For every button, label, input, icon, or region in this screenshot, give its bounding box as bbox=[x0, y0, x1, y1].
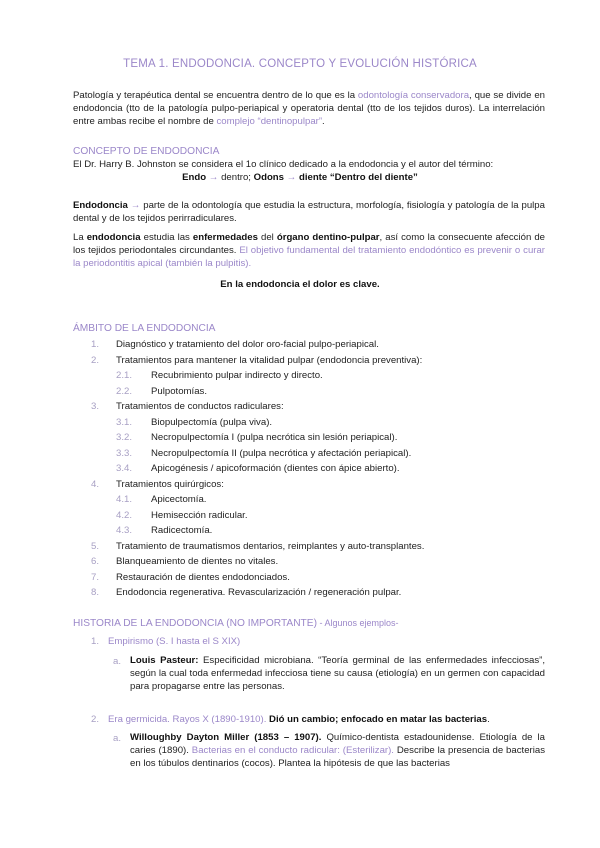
key-statement: En la endodoncia el dolor es clave. bbox=[220, 279, 380, 290]
intro-text-2: , que se divide en endodoncia (tto de la patología pulpo-periapical y operatoria dental (tto de los tejidos duros). La interrelación entre ambas recibe el nombre de bbox=[73, 90, 545, 127]
ambito-item-number: 6. bbox=[91, 556, 100, 567]
ambito-item-text: Tratamiento de traumatismos dentarios, reimplantes y auto-transplantes. bbox=[116, 540, 425, 552]
concepto-line1: El Dr. Harry B. Johnston se considera el 1o clínico dedicado a la endodoncia y el autor del término: bbox=[73, 159, 494, 170]
germicida-bold: Dió un cambio; enfocado en matar las bacterias bbox=[269, 714, 488, 725]
pasteur-text: Especificidad microbiana. “Teoría germinal de las enfermedades infecciosas”, según la cual toda enfermedad infecciosa tiene su causa (etiología) en un germen con capacidad para propagarse entre las personas. bbox=[130, 655, 545, 692]
p2-highlight-objetivo: El objetivo fundamental del tratamiento endodóntico es prevenir o curar la periodontitis apical (también la pulpitis). bbox=[73, 244, 546, 269]
heading-concepto: CONCEPTO DE ENDODONCIA bbox=[73, 146, 220, 157]
heading-ambito: ÁMBITO DE LA ENDODONCIA bbox=[73, 323, 216, 334]
ambito-item-number: 3.1. bbox=[116, 416, 133, 428]
p2-bold-enfermedades: enfermedades bbox=[192, 232, 258, 243]
ambito-item-text: Tratamientos de conductos radiculares: bbox=[116, 401, 284, 412]
page-title: TEMA 1. ENDODONCIA. CONCEPTO Y EVOLUCIÓN HISTÓRICA bbox=[123, 58, 477, 70]
ambito-item-number: 3. bbox=[91, 401, 100, 412]
ambito-item-number: 4.3. bbox=[116, 525, 133, 536]
miller-text-1: Químico-dentista estadounidense. Etiología de la caries (1890). bbox=[130, 732, 545, 756]
etym-dentro: dentro; bbox=[221, 172, 254, 183]
ambito-item-number: 2.1. bbox=[116, 370, 133, 381]
ambito-item-number: 4. bbox=[91, 478, 100, 490]
ambito-item-number: 2. bbox=[91, 354, 100, 366]
p2-text-4: , así como la consecuente afección de los tejidos periodontales circundantes. bbox=[73, 232, 545, 256]
germicida-text: Era germicida. Rayos X (1890-1910). bbox=[108, 714, 270, 725]
definition-paragraph bbox=[73, 200, 545, 226]
ambito-item-text: Necropulpectomía II (pulpa necrótica y afectación periapical). bbox=[151, 447, 412, 459]
ambito-item-number: 7. bbox=[91, 571, 100, 583]
arrow-icon: → bbox=[206, 172, 222, 183]
ambito-item-text: Apicectomía. bbox=[151, 494, 207, 505]
def-text: parte de la odontología que estudia la estructura, morfología, fisiología y patología de la pulpa dental y de los tejidos perirradiculares. bbox=[73, 200, 545, 224]
p2-text-2: estudia las bbox=[140, 232, 193, 243]
ambito-item-number: 2.2. bbox=[116, 385, 133, 397]
ambito-item-number: 3.3. bbox=[116, 447, 133, 459]
ambito-item-text: Diagnóstico y tratamiento del dolor oro-facial pulpo-periapical. bbox=[116, 339, 379, 350]
historia-era-germicida bbox=[108, 714, 490, 727]
ambito-item-text: Necropulpectomía I (pulpa necrótica sin lesión periapical). bbox=[151, 432, 398, 443]
intro-paragraph bbox=[73, 90, 545, 129]
p2-text-3: del bbox=[257, 232, 277, 243]
intro-highlight-odontologia: odontología conservadora bbox=[357, 90, 470, 101]
ambito-item-text: Endodoncia regenerativa. Revascularización / regeneración pulpar. bbox=[116, 587, 402, 598]
historia-num-2a: a. bbox=[113, 733, 122, 744]
ambito-item-text: Apicogénesis / apicoformación (dientes con ápice abierto). bbox=[151, 463, 400, 474]
ambito-item-number: 3.4. bbox=[116, 463, 133, 474]
ambito-item-text: Tratamientos para mantener la vitalidad pulpar (endodoncia preventiva): bbox=[116, 354, 423, 366]
historia-num-1: 1. bbox=[91, 636, 100, 647]
historia-num-1a: a. bbox=[113, 656, 122, 667]
ambito-item-text: Restauración de dientes endodonciados. bbox=[116, 571, 290, 583]
etymology-line bbox=[0, 172, 600, 185]
historia-pasteur bbox=[130, 655, 545, 694]
p2-bold-organo: órgano dentino-pulpar bbox=[276, 232, 380, 243]
p2-text-1: La bbox=[73, 232, 87, 243]
ambito-item-text: Biopulpectomía (pulpa viva). bbox=[151, 416, 273, 428]
ambito-item-number: 5. bbox=[91, 540, 100, 552]
ambito-item-number: 4.1. bbox=[116, 494, 133, 505]
intro-text-3: . bbox=[322, 115, 325, 127]
etym-diente: diente “Dentro del diente” bbox=[298, 172, 418, 183]
ambito-item-text: Radicectomía. bbox=[151, 525, 213, 536]
ambito-item-number: 3.2. bbox=[116, 432, 133, 443]
historia-heading-main: HISTORIA DE LA ENDODONCIA (NO IMPORTANTE) bbox=[73, 618, 317, 629]
miller-highlight: Bacterias en el conducto radicular: (Esterilizar). bbox=[191, 744, 394, 756]
ambito-item-text: Pulpotomías. bbox=[151, 385, 207, 397]
ambito-item-number: 4.2. bbox=[116, 509, 133, 521]
germicida-end: . bbox=[487, 714, 490, 725]
historia-era-empirismo: Empirismo (S. I hasta el S XIX) bbox=[108, 636, 241, 647]
ambito-item-number: 1. bbox=[91, 339, 100, 350]
miller-text-2: Describe la presencia de bacterias en los túbulos dentinarios (cocos). Plantea la hipótesis de que las bacterias bbox=[130, 744, 545, 769]
historia-num-2: 2. bbox=[91, 714, 100, 725]
historia-heading-sub: - Algunos ejemplos- bbox=[316, 618, 399, 628]
ambito-item-number: 8. bbox=[91, 587, 100, 598]
miller-name: Willoughby Dayton Miller (1853 – 1907). bbox=[130, 732, 322, 743]
arrow-icon: → bbox=[127, 200, 144, 211]
heading-historia bbox=[73, 617, 399, 631]
etym-endo: Endo bbox=[182, 172, 207, 183]
endodoncia-paragraph bbox=[73, 232, 545, 271]
ambito-item-text: Hemisección radicular. bbox=[151, 509, 248, 521]
def-term: Endodoncia bbox=[73, 200, 128, 211]
pasteur-name: Louis Pasteur: bbox=[130, 655, 199, 666]
etym-odons: Odons bbox=[253, 172, 285, 183]
arrow-icon: → bbox=[284, 172, 299, 183]
intro-highlight-complejo: complejo “dentinopulpar” bbox=[216, 115, 323, 127]
historia-miller bbox=[130, 732, 545, 771]
intro-text-1: Patología y terapéutica dental se encuentra dentro de lo que es la bbox=[73, 90, 358, 101]
ambito-item-text: Blanqueamiento de dientes no vitales. bbox=[116, 556, 279, 567]
ambito-item-text: Tratamientos quirúrgicos: bbox=[116, 478, 224, 490]
ambito-item-text: Recubrimiento pulpar indirecto y directo. bbox=[151, 370, 323, 381]
p2-bold-endodoncia: endodoncia bbox=[86, 232, 141, 243]
